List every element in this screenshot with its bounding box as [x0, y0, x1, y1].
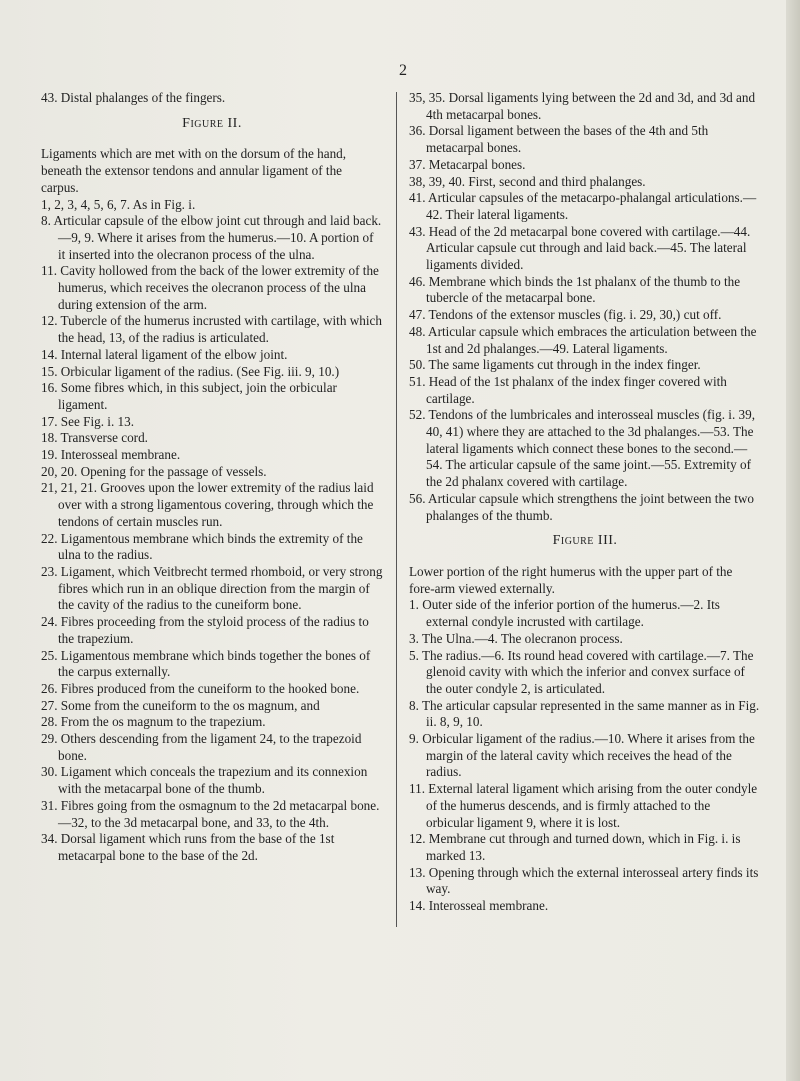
legend-entry: 50. The same ligaments cut through in the index finger.	[409, 357, 701, 373]
figure-intro: Ligaments which are met with on the dorsum of the hand, beneath the extensor tendons and annular ligament of the carpus.	[41, 146, 347, 195]
legend-entry: 5. The radius.—6. Its round head covered with cartilage.—7. The glenoid cavity with which the inferior and convex surface of the outer condyle 2, is articulated.	[409, 647, 754, 696]
legend-entry: 41. Articular capsules of the metacarpo-phalangal articulations.—42. Their lateral ligaments.	[409, 190, 757, 222]
right-entry-list-b	[409, 597, 761, 914]
figure-title-iii: Figure III.	[552, 533, 618, 549]
legend-entry: 14. Interosseal membrane.	[409, 898, 549, 914]
right-column	[409, 90, 761, 915]
legend-entry: 37. Metacarpal bones.	[409, 156, 526, 172]
legend-entry: 12. Tubercle of the humerus incrusted with cartilage, with which the head, 13, of the radius is articulated.	[41, 313, 382, 346]
legend-entry: 52. Tendons of the lumbricales and interosseal muscles (fig. i. 39, 40, 41) where they are attached to the 3d phalanges.—53. The lateral ligaments which connect these bones to the second.—54. The articular capsule of the same joint.—55. Extremity of the 2d phalanx covered with cartilage.	[409, 407, 756, 490]
column-divider	[396, 92, 397, 927]
left-column	[41, 90, 383, 865]
legend-entry: 47. Tendons of the extensor muscles (fig. i. 29, 30,) cut off.	[409, 307, 722, 323]
legend-entry: 8. Articular capsule of the elbow joint cut through and laid back.—9, 9. Where it arises from the humerus.—10. A portion of it inserted into the olecranon process of the ulna.	[41, 213, 382, 262]
legend-entry: 38, 39, 40. First, second and third phalanges.	[409, 173, 646, 189]
figure-title-ii: Figure II.	[182, 115, 242, 131]
legend-entry: 51. Head of the 1st phalanx of the index finger covered with cartilage.	[409, 373, 727, 406]
legend-entry: 11. Cavity hollowed from the back of the lower extremity of the humerus, which receives the olecranon process of the ulna during extension of the arm.	[41, 263, 379, 312]
legend-entry: 24. Fibres proceeding from the styloid process of the radius to the trapezium.	[41, 614, 369, 646]
left-entry-list	[41, 197, 383, 865]
legend-entry: 1. Outer side of the inferior portion of the humerus.—2. Its external condyle incrusted with cartilage.	[409, 597, 720, 630]
legend-entry: 34. Dorsal ligament which runs from the base of the 1st metacarpal bone to the base of the 2d.	[41, 831, 335, 863]
legend-entry: 14. Internal lateral ligament of the elbow joint.	[41, 346, 288, 362]
legend-entry: 35, 35. Dorsal ligaments lying between the 2d and 3d, and 3d and 4th metacarpal bones.	[409, 90, 756, 122]
legend-entry: 15. Orbicular ligament of the radius. (See Fig. iii. 9, 10.)	[41, 363, 340, 379]
legend-entry: 22. Ligamentous membrane which binds the extremity of the ulna to the radius.	[41, 530, 363, 563]
legend-entry: 48. Articular capsule which embraces the articulation between the 1st and 2d phalanges.—49. Lateral ligaments.	[409, 323, 757, 356]
legend-entry: 11. External lateral ligament which arising from the outer condyle of the humerus descends, and is firmly attached to the orbicular ligament 9, where it is lost.	[409, 781, 758, 830]
legend-entry: 20, 20. Opening for the passage of vessels.	[41, 463, 267, 479]
legend-entry: 8. The articular capsular represented in the same manner as in Fig. ii. 8, 9, 10.	[409, 697, 760, 730]
legend-entry: 29. Others descending from the ligament 24, to the trapezoid bone.	[41, 731, 362, 763]
legend-entry: 3. The Ulna.—4. The olecranon process.	[409, 630, 623, 646]
page-edge	[786, 0, 800, 1081]
legend-entry: 26. Fibres produced from the cuneiform to the hooked bone.	[41, 680, 360, 696]
legend-entry: 19. Interosseal membrane.	[41, 447, 181, 463]
legend-entry: 1, 2, 3, 4, 5, 6, 7. As in Fig. i.	[41, 196, 196, 212]
right-entry-list-a	[409, 90, 761, 524]
legend-entry: 18. Transverse cord.	[41, 430, 148, 446]
legend-entry: 25. Ligamentous membrane which binds together the bones of the carpus externally.	[41, 647, 371, 680]
figure-intro: Lower portion of the right humerus with the upper part of the fore-arm viewed externally.	[409, 563, 733, 596]
legend-entry: 21, 21, 21. Grooves upon the lower extremity of the radius laid over with a strong ligamentous covering, through which the tendons of certain muscles run.	[41, 480, 374, 529]
legend-entry: 9. Orbicular ligament of the radius.—10. Where it arises from the margin of the lateral cavity which receives the head of the radius.	[409, 731, 755, 780]
legend-entry: 43. Head of the 2d metacarpal bone covered with cartilage.—44. Articular capsule cut through and laid back.—45. The lateral ligaments divided.	[409, 223, 751, 273]
legend-entry: 36. Dorsal ligament between the bases of the 4th and 5th metacarpal bones.	[409, 123, 709, 156]
legend-entry: 16. Some fibres which, in this subject, join the orbicular ligament.	[41, 380, 337, 412]
legend-entry: 28. From the os magnum to the trapezium.	[41, 714, 266, 730]
legend-entry: 17. See Fig. i. 13.	[41, 413, 135, 429]
legend-entry: 46. Membrane which binds the 1st phalanx of the thumb to the tubercle of the metacarpal bone.	[409, 273, 741, 306]
legend-entry: 12. Membrane cut through and turned down, which in Fig. i. is marked 13.	[409, 831, 741, 863]
legend-entry: 27. Some from the cuneiform to the os magnum, and	[41, 697, 320, 713]
legend-entry: 30. Ligament which conceals the trapezium and its connexion with the metacarpal bone of the thumb.	[41, 764, 368, 797]
legend-entry: 23. Ligament, which Veitbrecht termed rhomboid, or very strong fibres which run in an oblique direction from the margin of the cavity of the radius to the cuneiform bone.	[41, 563, 383, 613]
entry-first: 43. Distal phalanges of the fingers.	[41, 90, 226, 105]
page-number: 2	[399, 62, 407, 79]
legend-entry: 13. Opening through which the external interosseal artery finds its way.	[409, 864, 759, 897]
legend-entry: 56. Articular capsule which strengthens the joint between the two phalanges of the thumb.	[409, 490, 754, 523]
legend-entry: 31. Fibres going from the osmagnum to the 2d metacarpal bone.—32, to the 3d metacarpal bone, and 33, to the 4th.	[41, 797, 380, 830]
